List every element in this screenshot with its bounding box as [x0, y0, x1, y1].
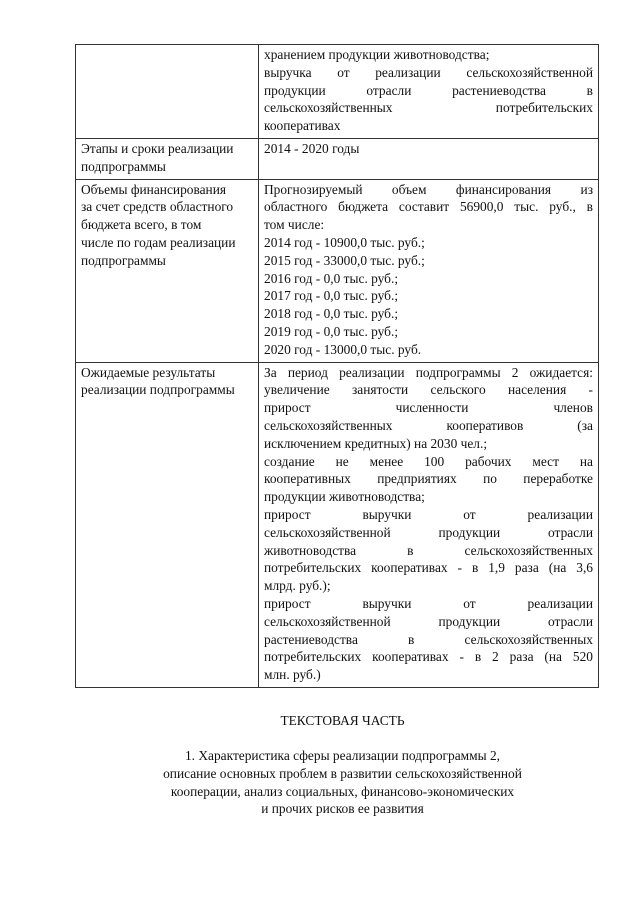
table-row — [76, 138, 599, 179]
table-row — [76, 179, 599, 362]
label-line: Этапы и сроки реализации — [81, 140, 234, 156]
table-row — [76, 362, 599, 687]
value-line: продукции животноводства; — [264, 489, 425, 505]
passport-table-body — [76, 45, 599, 688]
value-line: продукции отрасли растениеводства в — [264, 82, 593, 98]
label-line: Объемы финансирования — [81, 181, 227, 197]
value-line: 2015 год - 33000,0 тыс. руб.; — [264, 252, 425, 268]
table-row — [76, 45, 599, 139]
value-line: млн. руб.) — [264, 667, 321, 683]
value-line: хранением продукции животноводства; — [264, 47, 490, 62]
value-line: выручка от реализации сельскохозяйственной — [264, 64, 593, 80]
table-cell-label — [76, 138, 259, 179]
value-line: потребительских кооперативах - в 2 раза (на 520 — [264, 649, 593, 665]
value-line: кооперативных предприятиях по переработке — [264, 471, 593, 487]
subheading-line: описание основных проблем в развитии сельскохозяйственной — [163, 765, 522, 781]
value-line: млрд. руб.); — [264, 578, 331, 594]
value-line: сельскохозяйственных кооперативов (за — [264, 417, 593, 433]
label-line: подпрограммы — [81, 252, 166, 268]
table-cell-label — [76, 362, 259, 687]
label-line: Ожидаемые результаты — [81, 364, 216, 380]
value-line: животноводства в сельскохозяйственных — [264, 542, 593, 558]
table-cell-value — [259, 362, 599, 687]
table-cell-value — [259, 45, 599, 139]
table-cell-label — [76, 179, 259, 362]
value-line: прирост численности членов — [264, 400, 593, 416]
label-line: за счет средств областного — [81, 199, 234, 215]
table-cell-value — [259, 138, 599, 179]
value-line: кооперативах — [264, 118, 341, 134]
value-line: сельскохозяйственной продукции отрасли — [264, 524, 593, 540]
label-line: числе по годам реализации — [81, 234, 236, 250]
value-line: 2016 год - 0,0 тыс. руб.; — [264, 270, 399, 286]
table-cell-label — [76, 45, 259, 139]
value-line: растениеводства в сельскохозяйственных — [264, 631, 593, 647]
value-line: 2020 год - 13000,0 тыс. руб. — [264, 341, 422, 357]
value-line: 2018 год - 0,0 тыс. руб.; — [264, 306, 399, 322]
value-line: Прогнозируемый объем финансирования из — [264, 181, 593, 197]
subheading-line: кооперации, анализ социальных, финансово-экономических — [170, 783, 515, 799]
value-line: потребительских кооперативах - в 1,9 раза (на 3,6 — [264, 560, 593, 576]
value-line: областного бюджета составит 56900,0 тыс. руб., в — [264, 199, 593, 215]
value-line: том числе: — [264, 217, 325, 233]
value-line: прирост выручки от реализации — [264, 595, 593, 611]
value-line: 2014 - 2020 годы — [264, 140, 360, 156]
value-line: сельскохозяйственной продукции отрасли — [264, 613, 593, 629]
value-line: создание не менее 100 рабочих мест на — [264, 453, 593, 469]
value-line: 2017 год - 0,0 тыс. руб.; — [264, 288, 399, 304]
value-line: исключением кредитных) на 2030 чел.; — [264, 435, 488, 451]
subheading-line: и прочих рисков ее развития — [261, 801, 424, 817]
value-line: увеличение занятости сельского населения - — [264, 382, 593, 398]
value-line: прирост выручки от реализации — [264, 506, 593, 522]
value-line: сельскохозяйственных потребительских — [264, 100, 593, 116]
value-line: 2014 год - 10900,0 тыс. руб.; — [264, 234, 425, 250]
section-heading: ТЕКСТОВАЯ ЧАСТЬ — [280, 713, 405, 728]
table-cell-value — [259, 179, 599, 362]
section-subheading — [75, 747, 610, 818]
subheading-line: 1. Характеристика сферы реализации подпрограммы 2, — [184, 748, 501, 763]
passport-table — [75, 44, 599, 688]
value-line: 2019 год - 0,0 тыс. руб.; — [264, 323, 399, 339]
label-line: подпрограммы — [81, 158, 166, 174]
value-line: За период реализации подпрограммы 2 ожидается: — [264, 364, 593, 380]
label-line: бюджета всего, в том — [81, 217, 202, 233]
label-line: реализации подпрограммы — [81, 382, 235, 398]
